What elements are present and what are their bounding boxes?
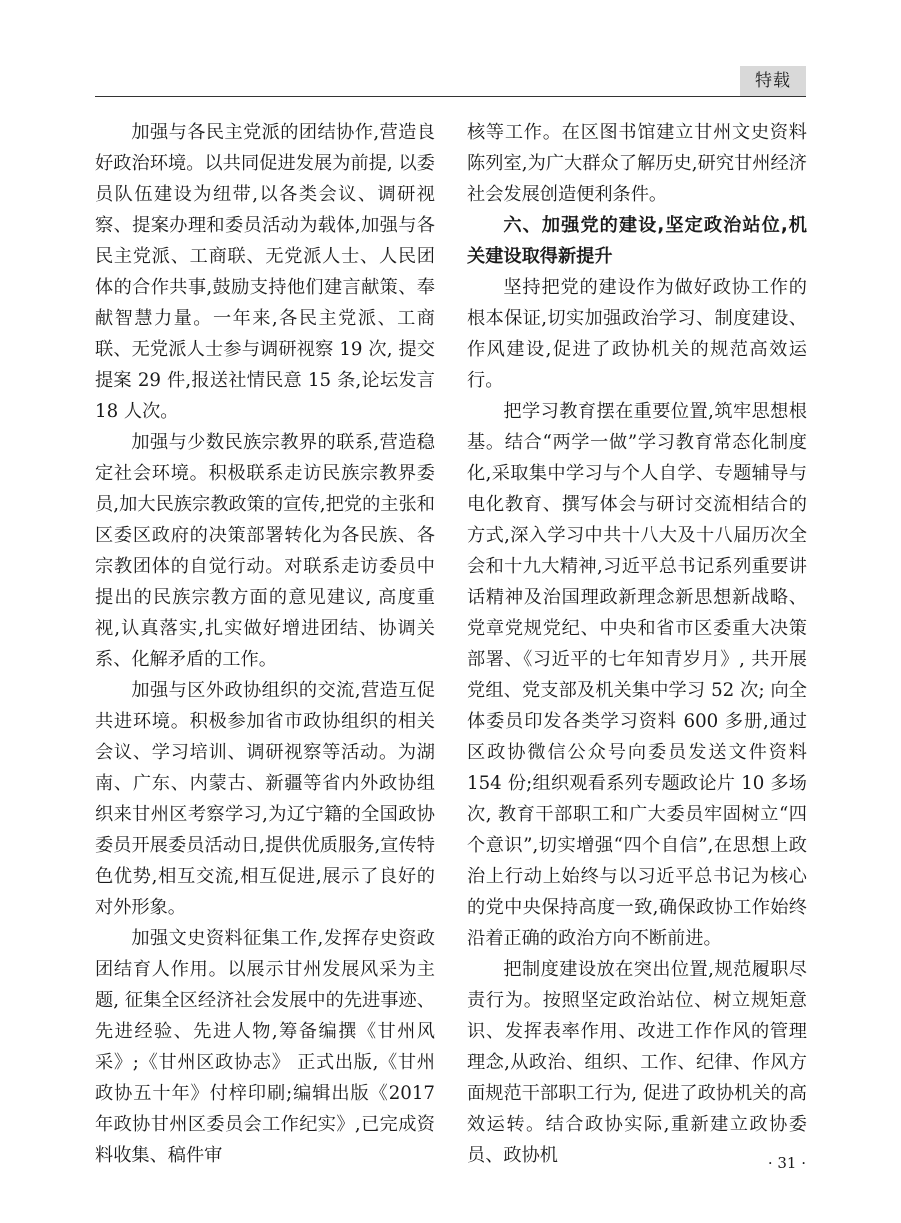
left-column [95, 117, 435, 1171]
section-heading: 六、加强党的建设,坚定政治站位,机关建设取得新提升 [467, 215, 807, 267]
page-number: · 31 · [767, 1154, 806, 1172]
paragraph-ethnic-religious: 加强与少数民族宗教界的联系,营造稳定社会环境。积极联系走访民族宗教界委员,加大民族宗教政策的宣传,把党的主张和区委区政府的决策部署转化为各民族、各宗教团体的自觉行动。对联系走访委员中提出的民族宗教方面的意见建议, 高度重视,认真落实,扎实做好增进团结、协调关系、化解矛盾的工作。 [95, 432, 435, 670]
paragraph-cultural-history: 加强文史资料征集工作,发挥存史资政团结育人作用。以展示甘州发展风采为主题, 征集全区经济社会发展中的先进事迹、先进经验、先进人物,筹备编撰《甘州风采》;《甘州区政协志》 正式出版,《甘州政协五十年》付梓印刷;编辑出版《2017 年政协甘州区委员会工作纪实》,已完成资料收集、稿件审 [95, 928, 435, 1166]
paragraph-party-building: 坚持把党的建设作为做好政协工作的根本保证,切实加强政治学习、制度建设、作风建设,促进了政协机关的规范高效运行。 [467, 277, 807, 391]
paragraph-external-exchange: 加强与区外政协组织的交流,营造互促共进环境。积极参加省市政协组织的相关会议、学习培训、调研视察等活动。为湖南、广东、内蒙古、新疆等省内外政协组织来甘州区考察学习,为辽宁籍的全国政协委员开展委员活动日,提供优质服务,宣传特色优势,相互交流,相互促进,展示了良好的对外形象。 [95, 680, 435, 918]
right-column [467, 117, 807, 1171]
paragraph-continued: 核等工作。在区图书馆建立甘州文史资料陈列室,为广大群众了解历史,研究甘州经济社会发展创造便利条件。 [467, 122, 807, 205]
paragraph-democratic-parties: 加强与各民主党派的团结协作,营造良好政治环境。以共同促进发展为前提, 以委员队伍建设为纽带,以各类会议、调研视察、提案办理和委员活动为载体,加强与各民主党派、工商联、无党派人士、人民团体的合作共事,鼓励支持他们建言献策、奉献智慧力量。一年来,各民主党派、工商联、无党派人士参与调研视察 19 次, 提交提案 29 件,报送社情民意 15 条,论坛发言 18 人次。 [95, 122, 435, 422]
header-divider [95, 96, 806, 97]
paragraph-study-education: 把学习教育摆在重要位置,筑牢思想根基。结合“两学一做”学习教育常态化制度化,采取集中学习与个人自学、专题辅导与电化教育、撰写体会与研讨交流相结合的方式,深入学习中共十八大及十八届历次全会和十九大精神,习近平总书记系列重要讲话精神及治国理政新理念新思想新战略、党章党规党纪、中央和省市区委重大决策部署、《习近平的七年知青岁月》, 共开展党组、党支部及机关集中学习 52 次; 向全体委员印发各类学习资料 600 多册,通过区政协微信公众号向委员发送文件资料 154 份;组织观看系列专题政论片 10 多场次, 教育干部职工和广大委员牢固树立“四个意识”,切实增强“四个自信”,在思想上政治上行动上始终与以习近平总书记为核心的党中央保持高度一致,确保政协工作始终沿着正确的政治方向不断前进。 [467, 401, 807, 949]
paragraph-institution-building: 把制度建设放在突出位置,规范履职尽责行为。按照坚定政治站位、树立规矩意识、发挥表率作用、改进工作作风的管理理念,从政治、组织、工作、纪律、作风方面规范干部职工行为, 促进了政协机关的高效运转。结合政协实际,重新建立政协委员、政协机 [467, 959, 807, 1166]
section-label: 特载 [740, 66, 806, 96]
